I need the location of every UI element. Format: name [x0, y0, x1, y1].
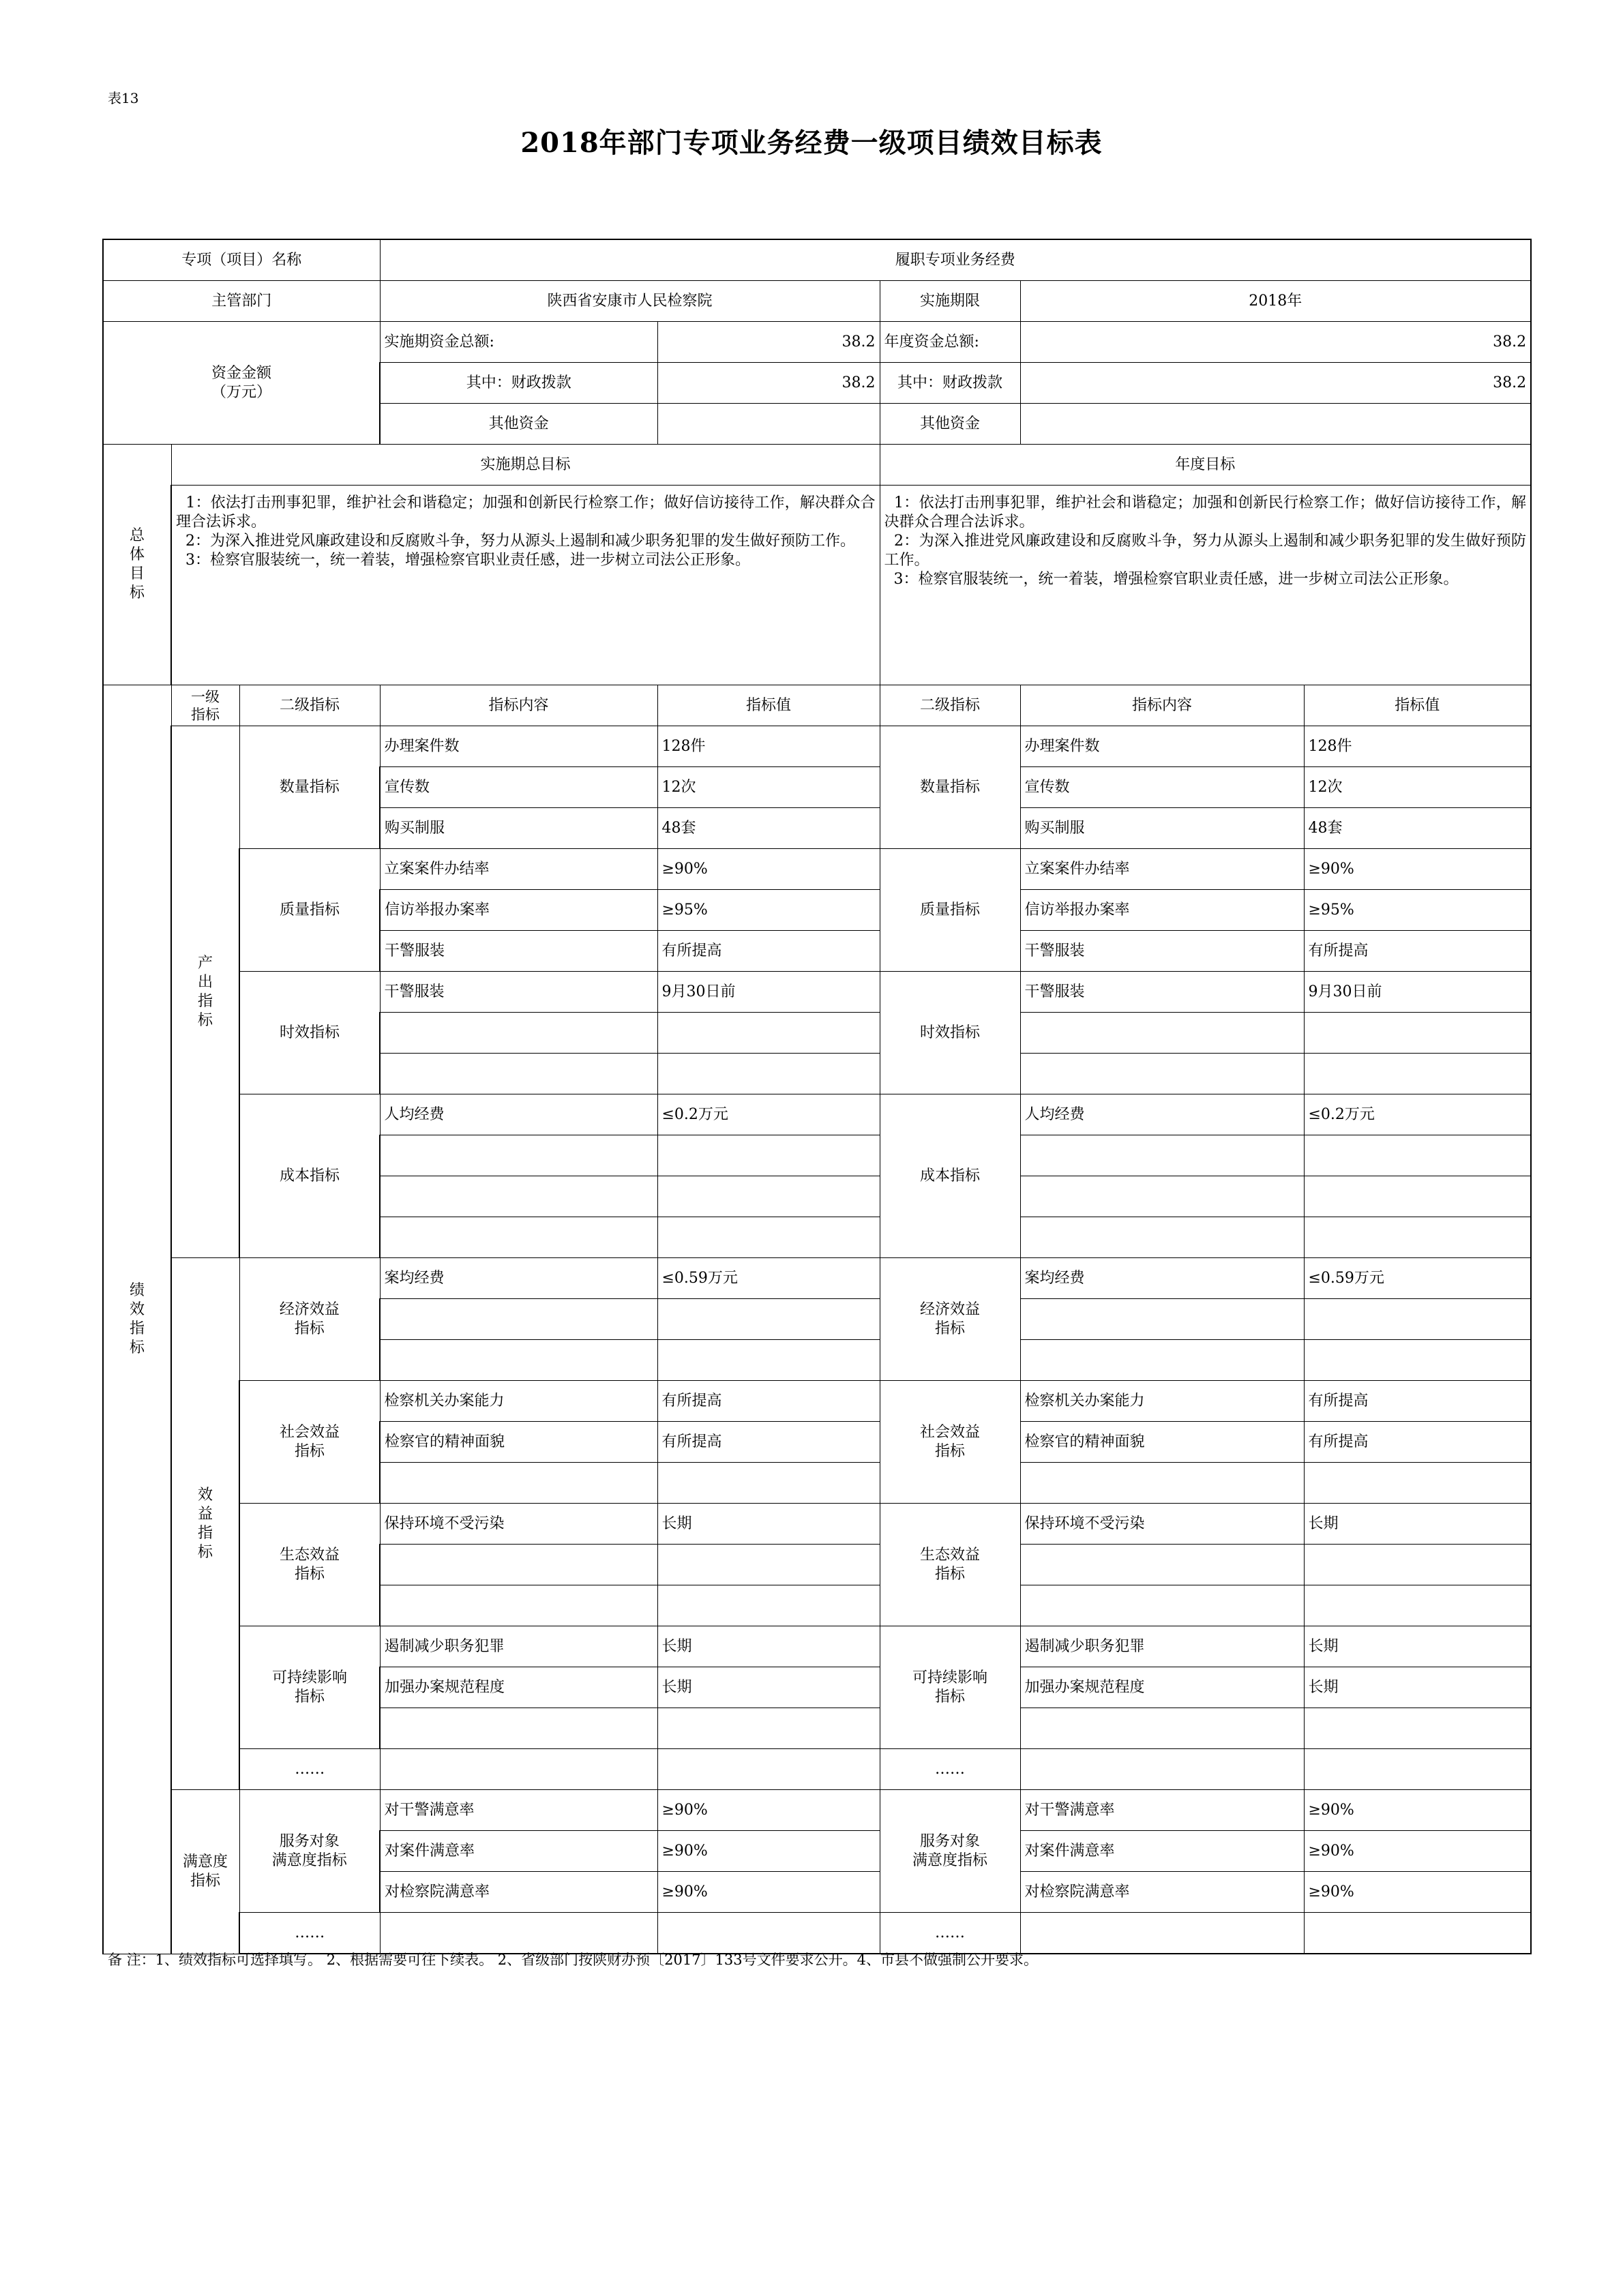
indicator-content: [380, 1013, 657, 1054]
performance-target-table: [102, 239, 1532, 1954]
indicator-value: ≤0.59万元: [657, 1258, 880, 1299]
satisfaction-ellipsis: ……: [239, 1913, 380, 1954]
cost-indicator-label: 成本指标: [239, 1094, 380, 1258]
indicator-content: 购买制服: [380, 808, 657, 849]
annual-total-value: 38.2: [1020, 322, 1531, 363]
indicator-value: [1304, 1176, 1531, 1217]
annual-fiscal-label: 其中：财政拨款: [880, 363, 1020, 404]
indicator-content: 加强办案规范程度: [1020, 1667, 1304, 1708]
indicator-value: ≤0.2万元: [1304, 1094, 1531, 1135]
indicator-value: [657, 1708, 880, 1749]
col-content-header: 指标内容: [380, 685, 657, 726]
indicator-value: [1304, 1340, 1531, 1381]
project-name-value: 履职专项业务经费: [380, 239, 1531, 281]
indicator-value: 有所提高: [657, 1381, 880, 1422]
col-content-header-annual: 指标内容: [1020, 685, 1304, 726]
quality-indicator-label: 质量指标: [239, 849, 380, 972]
indicator-content: 案均经费: [380, 1258, 657, 1299]
timeliness-indicator-label-annual: 时效指标: [880, 972, 1020, 1094]
indicator-value: ≥90%: [1304, 1790, 1531, 1831]
indicator-content: 遏制减少职务犯罪: [380, 1626, 657, 1667]
sustainable-indicator-label: 可持续影响 指标: [239, 1626, 380, 1749]
economic-indicator-label-annual: 经济效益 指标: [880, 1258, 1020, 1381]
indicator-value: 长期: [1304, 1626, 1531, 1667]
indicator-value: 有所提高: [1304, 931, 1531, 972]
empty-cell: [657, 1749, 880, 1790]
indicator-content: 立案案件办结率: [380, 849, 657, 890]
indicator-content: [1020, 1545, 1304, 1585]
indicator-content: 信访举报办案率: [380, 890, 657, 931]
indicator-value: 9月30日前: [1304, 972, 1531, 1013]
indicator-value: [1304, 1217, 1531, 1258]
indicator-content: 对检察院满意率: [1020, 1872, 1304, 1913]
indicator-value: [657, 1013, 880, 1054]
indicator-value: [657, 1217, 880, 1258]
sustainable-indicator-label-annual: 可持续影响 指标: [880, 1626, 1020, 1749]
social-indicator-label-annual: 社会效益 指标: [880, 1381, 1020, 1504]
indicator-content: [1020, 1585, 1304, 1626]
indicator-value: [1304, 1054, 1531, 1094]
annual-total-label: 年度资金总额:: [880, 322, 1020, 363]
col-level2-header: 二级指标: [239, 685, 380, 726]
indicator-value: 长期: [657, 1504, 880, 1545]
impl-goal-heading: 实施期总目标: [171, 445, 880, 486]
col-level2-header-annual: 二级指标: [880, 685, 1020, 726]
economic-indicator-label: 经济效益 指标: [239, 1258, 380, 1381]
indicator-content: [1020, 1054, 1304, 1094]
dept-value: 陕西省安康市人民检察院: [380, 281, 880, 322]
impl-fiscal-value: 38.2: [657, 363, 880, 404]
indicator-value: [1304, 1463, 1531, 1504]
indicator-value: ≥90%: [657, 1872, 880, 1913]
indicator-content: 人均经费: [1020, 1094, 1304, 1135]
indicator-content: [380, 1585, 657, 1626]
indicator-content: 案均经费: [1020, 1258, 1304, 1299]
indicator-value: ≥95%: [657, 890, 880, 931]
indicator-value: ≥95%: [1304, 890, 1531, 931]
indicator-value: 9月30日前: [657, 972, 880, 1013]
indicator-content: [380, 1135, 657, 1176]
dept-label: 主管部门: [103, 281, 380, 322]
indicator-content: 检察官的精神面貌: [1020, 1422, 1304, 1463]
indicator-value: ≥90%: [657, 1790, 880, 1831]
indicator-content: [380, 1054, 657, 1094]
indicator-value: [657, 1585, 880, 1626]
indicator-content: [1020, 1217, 1304, 1258]
indicator-value: 12次: [1304, 767, 1531, 808]
indicator-content: 干警服装: [380, 931, 657, 972]
annual-goal-text: 1：依法打击刑事犯罪，维护社会和谐稳定；加强和创新民行检察工作；做好信访接待工作，解决群众合理合法诉求。 2：为深入推进党风廉政建设和反腐败斗争，努力从源头上遏制和减少职务犯罪的发生做好预防工作。 3：检察官服装统一，统一着装，增强检察官职业责任感，进一步树立司法公正形象。: [880, 486, 1531, 685]
satisfaction-ellipsis-annual: ……: [880, 1913, 1020, 1954]
impl-total-label: 实施期资金总额:: [380, 322, 657, 363]
indicator-content: 遏制减少职务犯罪: [1020, 1626, 1304, 1667]
indicator-value: ≥90%: [1304, 1872, 1531, 1913]
indicator-content: 信访举报办案率: [1020, 890, 1304, 931]
performance-indicators-side-label: 绩效指标: [103, 685, 171, 1954]
annual-fiscal-value: 38.2: [1020, 363, 1531, 404]
indicator-value: ≥90%: [657, 1831, 880, 1872]
indicator-value: [1304, 1545, 1531, 1585]
indicator-value: [657, 1299, 880, 1340]
indicator-content: [380, 1463, 657, 1504]
indicator-content: 立案案件办结率: [1020, 849, 1304, 890]
indicator-content: [1020, 1340, 1304, 1381]
impl-total-value: 38.2: [657, 322, 880, 363]
overall-goal-side-label: 总体目标: [103, 445, 171, 685]
indicator-value: [657, 1340, 880, 1381]
indicator-content: [380, 1217, 657, 1258]
indicator-content: 保持环境不受污染: [380, 1504, 657, 1545]
indicator-value: ≤0.2万元: [657, 1094, 880, 1135]
indicator-content: 对案件满意率: [1020, 1831, 1304, 1872]
indicator-content: 宣传数: [1020, 767, 1304, 808]
col-value-header: 指标值: [657, 685, 880, 726]
indicator-content: 检察机关办案能力: [380, 1381, 657, 1422]
indicator-content: 干警服装: [1020, 972, 1304, 1013]
indicator-content: 检察机关办案能力: [1020, 1381, 1304, 1422]
benefit-ellipsis-annual: ……: [880, 1749, 1020, 1790]
indicator-value: [1304, 1708, 1531, 1749]
satisfaction-indicators-label: 满意度 指标: [171, 1790, 239, 1954]
indicator-content: 办理案件数: [1020, 726, 1304, 767]
indicator-content: 宣传数: [380, 767, 657, 808]
empty-cell: [1304, 1913, 1531, 1954]
indicator-value: [657, 1135, 880, 1176]
indicator-value: [657, 1054, 880, 1094]
indicator-content: 对干警满意率: [1020, 1790, 1304, 1831]
indicator-content: 购买制服: [1020, 808, 1304, 849]
footnote: 备 注：1、绩效指标可选择填写。 2、根据需要可往下续表。 2、省级部门按陕财办预〔2017〕133号文件要求公开。4、市县不做强制公开要求。: [108, 1952, 1038, 1968]
indicator-content: [1020, 1135, 1304, 1176]
service-satisfaction-label: 服务对象 满意度指标: [239, 1790, 380, 1913]
indicator-value: 长期: [1304, 1504, 1531, 1545]
service-satisfaction-label-annual: 服务对象 满意度指标: [880, 1790, 1020, 1913]
empty-cell: [1304, 1749, 1531, 1790]
indicator-value: 有所提高: [657, 1422, 880, 1463]
indicator-value: 有所提高: [657, 931, 880, 972]
ecological-indicator-label: 生态效益 指标: [239, 1504, 380, 1626]
indicator-content: 加强办案规范程度: [380, 1667, 657, 1708]
indicator-content: [1020, 1463, 1304, 1504]
indicator-content: [1020, 1176, 1304, 1217]
indicator-value: [657, 1545, 880, 1585]
indicator-content: 办理案件数: [380, 726, 657, 767]
indicator-content: 对检察院满意率: [380, 1872, 657, 1913]
indicator-value: 128件: [1304, 726, 1531, 767]
annual-other-value: [1020, 404, 1531, 445]
empty-cell: [380, 1749, 657, 1790]
empty-cell: [1020, 1749, 1304, 1790]
indicator-content: 保持环境不受污染: [1020, 1504, 1304, 1545]
col-level1-header: 一级 指标: [171, 685, 239, 726]
indicator-value: 128件: [657, 726, 880, 767]
project-name-label: 专项（项目）名称: [103, 239, 380, 281]
table-number: 表13: [108, 90, 139, 106]
indicator-value: 48套: [657, 808, 880, 849]
period-value: 2018年: [1020, 281, 1531, 322]
annual-goal-heading: 年度目标: [880, 445, 1531, 486]
indicator-content: 人均经费: [380, 1094, 657, 1135]
quality-indicator-label-annual: 质量指标: [880, 849, 1020, 972]
indicator-content: [380, 1299, 657, 1340]
indicator-value: 有所提高: [1304, 1422, 1531, 1463]
indicator-value: 48套: [1304, 808, 1531, 849]
impl-other-label: 其他资金: [380, 404, 657, 445]
indicator-content: [1020, 1299, 1304, 1340]
quantity-indicator-label: 数量指标: [239, 726, 380, 849]
indicator-content: [380, 1176, 657, 1217]
indicator-value: 12次: [657, 767, 880, 808]
indicator-value: ≥90%: [1304, 1831, 1531, 1872]
indicator-content: [380, 1545, 657, 1585]
document-title: 2018年部门专项业务经费一级项目绩效目标表: [520, 127, 1103, 159]
benefit-indicators-label: 效益指标: [171, 1258, 239, 1790]
indicator-content: [1020, 1013, 1304, 1054]
indicator-value: ≤0.59万元: [1304, 1258, 1531, 1299]
impl-goal-text: 1：依法打击刑事犯罪，维护社会和谐稳定；加强和创新民行检察工作；做好信访接待工作，解决群众合理合法诉求。 2：为深入推进党风廉政建设和反腐败斗争，努力从源头上遏制和减少职务犯罪的发生做好预防工作。 3：检察官服装统一，统一着装，增强检察官职业责任感，进一步树立司法公正形象。: [171, 486, 880, 685]
fund-amount-label: 资金金额 （万元）: [103, 322, 380, 445]
indicator-content: [380, 1708, 657, 1749]
empty-cell: [380, 1913, 657, 1954]
col-value-header-annual: 指标值: [1304, 685, 1531, 726]
indicator-content: 对案件满意率: [380, 1831, 657, 1872]
indicator-value: 有所提高: [1304, 1381, 1531, 1422]
quantity-indicator-label-annual: 数量指标: [880, 726, 1020, 849]
indicator-value: ≥90%: [657, 849, 880, 890]
annual-other-label: 其他资金: [880, 404, 1020, 445]
indicator-value: ≥90%: [1304, 849, 1531, 890]
indicator-value: [1304, 1135, 1531, 1176]
indicator-content: 干警服装: [1020, 931, 1304, 972]
indicator-value: [657, 1463, 880, 1504]
indicator-value: [1304, 1013, 1531, 1054]
impl-other-value: [657, 404, 880, 445]
benefit-ellipsis: ……: [239, 1749, 380, 1790]
output-indicators-label: 产出指标: [171, 726, 239, 1258]
period-label: 实施期限: [880, 281, 1020, 322]
indicator-value: [657, 1176, 880, 1217]
indicator-value: [1304, 1585, 1531, 1626]
indicator-value: 长期: [657, 1626, 880, 1667]
indicator-value: 长期: [657, 1667, 880, 1708]
indicator-value: [1304, 1299, 1531, 1340]
indicator-content: 对干警满意率: [380, 1790, 657, 1831]
indicator-content: 干警服装: [380, 972, 657, 1013]
empty-cell: [657, 1913, 880, 1954]
cost-indicator-label-annual: 成本指标: [880, 1094, 1020, 1258]
social-indicator-label: 社会效益 指标: [239, 1381, 380, 1504]
indicator-content: 检察官的精神面貌: [380, 1422, 657, 1463]
impl-fiscal-label: 其中：财政拨款: [380, 363, 657, 404]
indicator-value: 长期: [1304, 1667, 1531, 1708]
empty-cell: [1020, 1913, 1304, 1954]
timeliness-indicator-label: 时效指标: [239, 972, 380, 1094]
indicator-content: [1020, 1708, 1304, 1749]
ecological-indicator-label-annual: 生态效益 指标: [880, 1504, 1020, 1626]
indicator-content: [380, 1340, 657, 1381]
indicator-grid: [102, 239, 1532, 1954]
